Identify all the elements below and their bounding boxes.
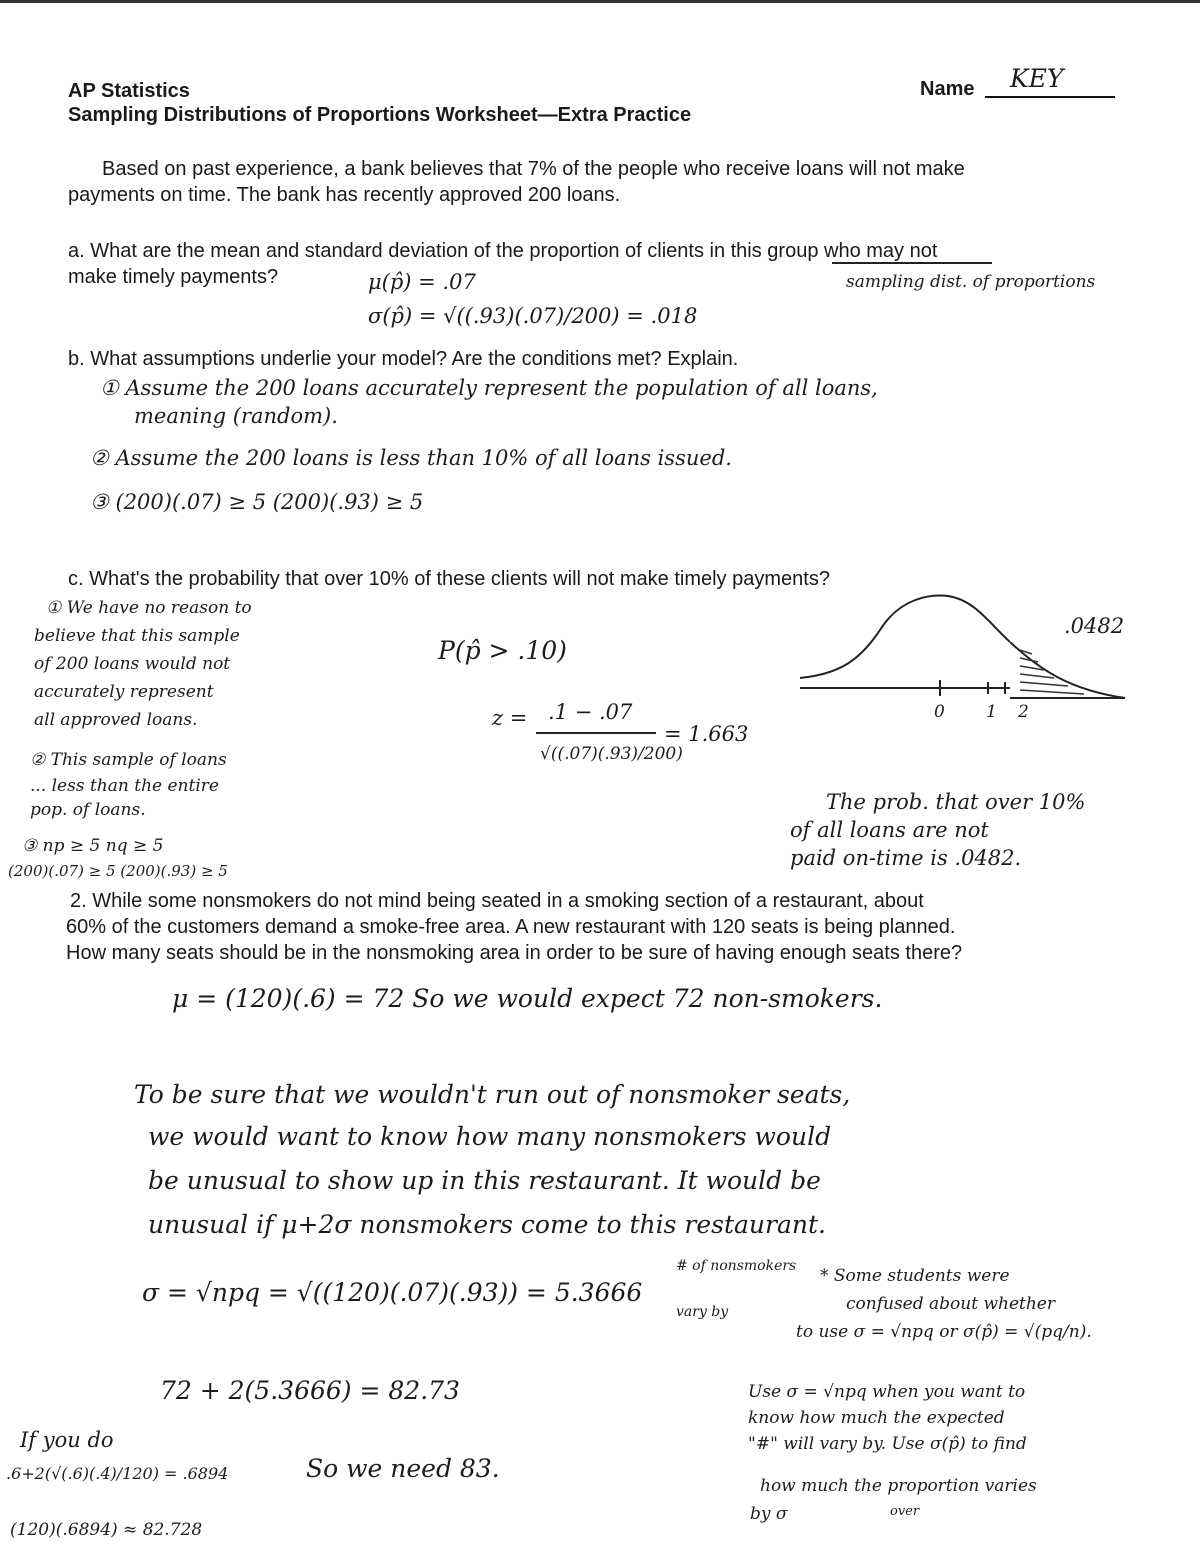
problem-2-line-2: 60% of the customers demand a smoke-free area. A new restaurant with 120 seats is being planned. — [66, 916, 956, 938]
answer-c-left-3: of 200 loans would not — [34, 654, 231, 674]
answer-b-line-3: ② Assume the 200 loans is less than 10% of all loans issued. — [90, 446, 732, 470]
question-a-line-2: make timely payments? — [68, 266, 279, 288]
axis-label-2: 2 — [1018, 702, 1029, 722]
conclusion-line-1: The prob. that over 10% — [826, 790, 1086, 814]
conclusion-line-2: of all loans are not — [790, 818, 989, 842]
answer-c-left-9: ③ np ≥ 5 nq ≥ 5 — [22, 836, 164, 856]
axis-label-1: 1 — [986, 702, 997, 722]
side-note-8: by σ — [750, 1504, 788, 1524]
answer-c-left-4: accurately represent — [34, 682, 214, 702]
paragraph-line-4: unusual if μ+2σ nonsmokers come to this restaurant. — [148, 1210, 826, 1239]
paragraph-line-1: To be sure that we wouldn't run out of nonsmoker seats, — [134, 1080, 851, 1109]
alt-method-2: .6+2(√(.6)(.4)/120) = .6894 — [6, 1464, 229, 1483]
conclusion-line-3: paid on-time is .0482. — [790, 846, 1022, 870]
answer-c-prob: P(p̂ > .10) — [438, 636, 567, 665]
answer-c-left-7: ... less than the entire — [30, 776, 219, 796]
group-underline — [832, 262, 992, 264]
side-note-3: to use σ = √npq or σ(p̂) = √(pq/n). — [796, 1322, 1092, 1342]
answer-c-left-2: believe that this sample — [34, 626, 240, 646]
alt-method-3: (120)(.6894) ≈ 82.728 — [10, 1520, 203, 1540]
sigma-calculation: σ = √npq = √((120)(.07)(.93)) = 5.3666 — [142, 1278, 643, 1307]
axis-label-0: 0 — [934, 702, 945, 722]
answer-a-note: sampling dist. of proportions — [846, 272, 1096, 292]
answer-b-line-1: ① Assume the 200 loans accurately represent the population of all loans, — [100, 376, 878, 400]
side-note-1: * Some students were — [820, 1266, 1010, 1286]
answer-b-line-2: meaning (random). — [134, 404, 338, 428]
intro-line-2: payments on time. The bank has recently approved 200 loans. — [68, 184, 621, 206]
side-note-2: confused about whether — [846, 1294, 1055, 1314]
answer-c-left-6: ② This sample of loans — [30, 750, 227, 770]
question-a-line-1: a. What are the mean and standard deviation of the proportion of clients in this group who may not — [68, 240, 938, 262]
worksheet-title: Sampling Distributions of Proportions Worksheet—Extra Practice — [68, 104, 692, 126]
z-fraction-bar — [536, 732, 656, 734]
name-label: Name — [920, 78, 975, 100]
answer-c-left-1: ① We have no reason to — [46, 598, 252, 618]
course-title: AP Statistics — [68, 80, 190, 102]
side-note-9: over — [890, 1504, 920, 1519]
paragraph-line-2: we would want to know how many nonsmokers would — [148, 1122, 832, 1151]
name-value: KEY — [1010, 64, 1064, 93]
paragraph-line-3: be unusual to show up in this restaurant. It would be — [148, 1166, 821, 1195]
answer-c-left-8: pop. of loans. — [30, 800, 146, 820]
answer-a-sd: σ(p̂) = √((.93)(.07)/200) = .018 — [368, 304, 698, 328]
side-note-6: "#" will vary by. Use σ(p̂) to find — [748, 1434, 1027, 1454]
sigma-note-bottom: vary by — [676, 1304, 729, 1320]
side-note-4: Use σ = √npq when you want to — [748, 1382, 1026, 1402]
z-denominator: √((.07)(.93)/200) — [540, 744, 683, 764]
side-note-7: how much the proportion varies — [760, 1476, 1037, 1496]
sigma-note-top: # of nonsmokers — [676, 1258, 797, 1274]
name-line — [985, 96, 1115, 98]
answer-need-83: So we need 83. — [306, 1454, 500, 1483]
intro-line-1: Based on past experience, a bank believes that 7% of the people who receive loans will not make — [102, 158, 965, 180]
problem-2-line-3: How many seats should be in the nonsmoking area in order to be sure of having enough seats there? — [66, 942, 963, 964]
z-label: z = — [492, 706, 528, 730]
shaded-area-value: .0482 — [1064, 614, 1125, 638]
problem-2-mean: μ = (120)(.6) = 72 So we would expect 72 non-smokers. — [172, 984, 883, 1013]
top-border — [0, 0, 1200, 3]
alt-method-1: If you do — [20, 1428, 114, 1452]
question-c: c. What's the probability that over 10% of these clients will not make timely payments? — [68, 568, 830, 590]
z-result: = 1.663 — [664, 722, 749, 746]
answer-a-mean: μ(p̂) = .07 — [368, 270, 476, 294]
normal-curve-sketch — [800, 590, 1010, 710]
upper-limit-calculation: 72 + 2(5.3666) = 82.73 — [160, 1376, 460, 1405]
answer-b-line-4: ③ (200)(.07) ≥ 5 (200)(.93) ≥ 5 — [90, 490, 424, 514]
side-note-5: know how much the expected — [748, 1408, 1005, 1428]
question-b: b. What assumptions underlie your model? Are the conditions met? Explain. — [68, 348, 739, 370]
answer-c-left-10: (200)(.07) ≥ 5 (200)(.93) ≥ 5 — [8, 862, 228, 880]
z-numerator: .1 − .07 — [548, 700, 633, 724]
answer-c-left-5: all approved loans. — [34, 710, 198, 730]
problem-2-line-1: 2. While some nonsmokers do not mind being seated in a smoking section of a restaurant, about — [70, 890, 924, 912]
